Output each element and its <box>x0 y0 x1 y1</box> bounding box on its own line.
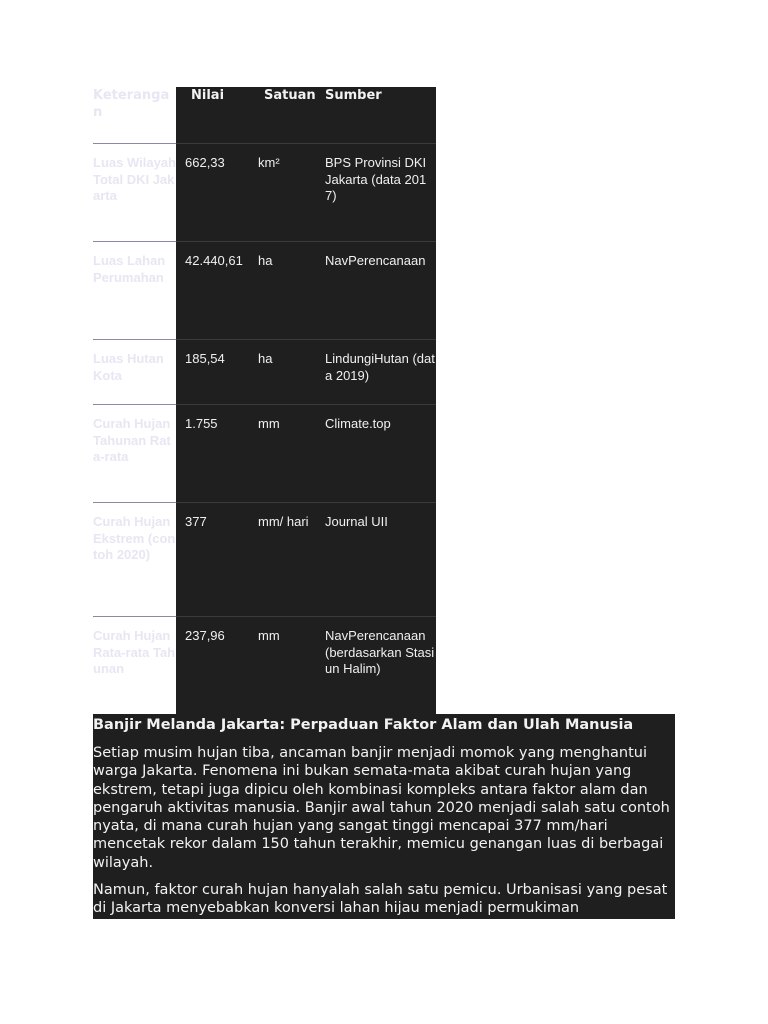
row-value: 42.440,61 <box>176 242 256 340</box>
row-unit: km² <box>256 144 323 242</box>
row-value: 1.755 <box>176 405 256 503</box>
row-label: Luas Hutan Kota <box>93 340 176 405</box>
row-value: 185,54 <box>176 340 256 405</box>
table-row <box>93 503 436 617</box>
row-label: Luas Lahan Perumahan <box>93 242 176 340</box>
row-source: LindungiHutan (data 2019) <box>323 340 436 405</box>
row-value: 662,33 <box>176 144 256 242</box>
row-source: NavPerencanaan <box>323 242 436 340</box>
row-unit: mm/ hari <box>256 503 323 617</box>
table-row <box>93 617 436 715</box>
header-nilai: Nilai <box>176 87 256 144</box>
row-source: NavPerencanaan (berdasarkan Stasiun Halim) <box>323 617 436 715</box>
row-unit: mm <box>256 405 323 503</box>
article-section <box>93 714 675 919</box>
row-label: Curah Hujan Rata-rata Tahunan <box>93 617 176 715</box>
row-source: Journal UII <box>323 503 436 617</box>
row-source: BPS Provinsi DKI Jakarta (data 2017) <box>323 144 436 242</box>
article-paragraph: Setiap musim hujan tiba, ancaman banjir menjadi momok yang menghantui warga Jakarta. Fenomena ini bukan semata-mata akibat curah hujan yang ekstrem, tetapi juga dipicu oleh kombinasi kompleks antara faktor alam dan pengaruh aktivitas manusia. Banjir awal tahun 2020 menjadi salah satu contoh nyata, di mana curah hujan yang sangat tinggi mencapai 377 mm/hari mencetak rekor dalam 150 tahun terakhir, memicu genangan luas di berbagai wilayah. <box>93 745 670 871</box>
header-keterangan: Keterangan <box>93 87 176 144</box>
article-paragraph: Namun, faktor curah hujan hanyalah salah satu pemicu. Urbanisasi yang pesat di Jakarta menyebabkan konversi lahan hijau menjadi permukiman <box>93 882 668 917</box>
header-sumber: Sumber <box>323 87 436 144</box>
row-unit: ha <box>256 242 323 340</box>
table-row <box>93 340 436 405</box>
row-unit: ha <box>256 340 323 405</box>
row-unit: mm <box>256 617 323 715</box>
row-label: Curah Hujan Tahunan Rata-rata <box>93 405 176 503</box>
table-row <box>93 144 436 242</box>
table-row <box>93 242 436 340</box>
data-table <box>93 87 436 715</box>
header-satuan: Satuan <box>256 87 323 144</box>
row-value: 377 <box>176 503 256 617</box>
row-label: Luas Wilayah Total DKI Jakarta <box>93 144 176 242</box>
row-value: 237,96 <box>176 617 256 715</box>
row-source: Climate.top <box>323 405 436 503</box>
table-header-row <box>93 87 436 144</box>
table-row <box>93 405 436 503</box>
row-label: Curah Hujan Ekstrem (contoh 2020) <box>93 503 176 617</box>
article-title: Banjir Melanda Jakarta: Perpaduan Faktor Alam dan Ulah Manusia <box>93 717 634 733</box>
